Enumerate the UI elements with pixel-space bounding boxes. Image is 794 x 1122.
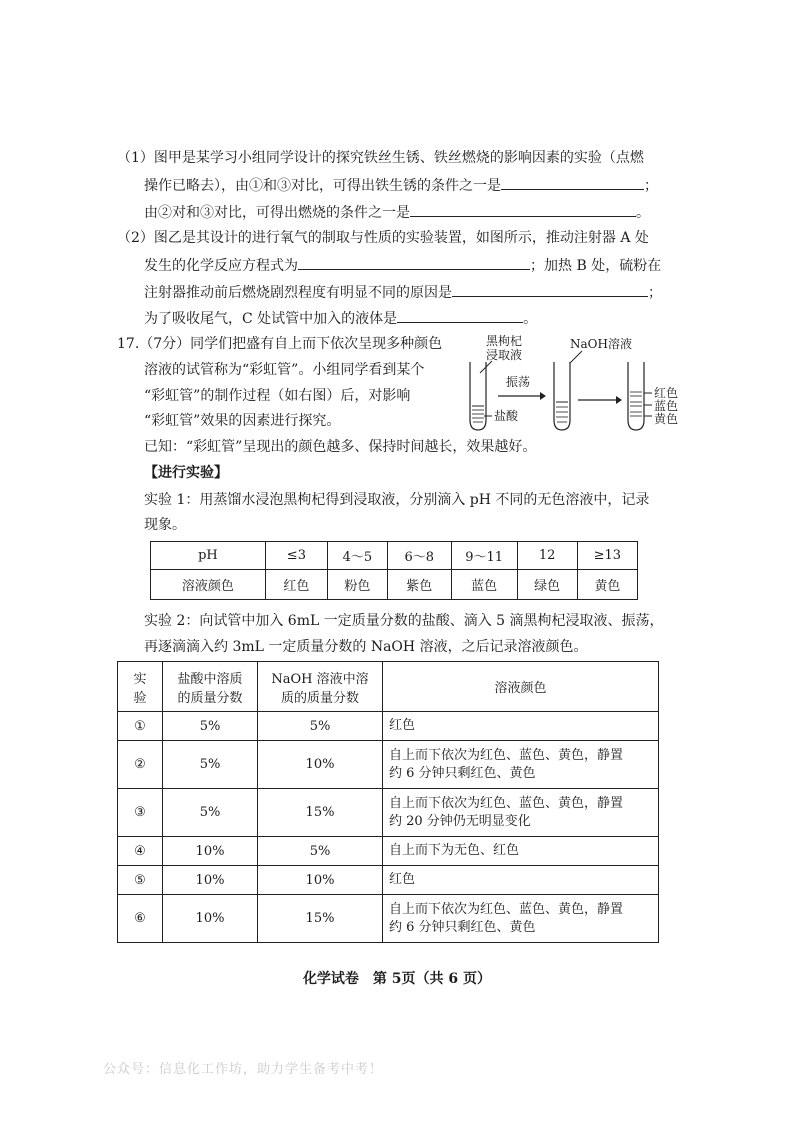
naoh-value: 10% — [258, 866, 383, 895]
hcl-value: 10% — [163, 895, 258, 943]
ph-header-cell: 6～8 — [387, 542, 451, 570]
q2-line2-text: 发生的化学反应方程式为 — [144, 258, 298, 274]
naoh-value: 15% — [258, 789, 383, 837]
header-hcl: 盐酸中溶质 的质量分数 — [163, 662, 258, 712]
hcl-value: 5% — [163, 789, 258, 837]
color-result: 自上而下依次为红色、蓝色、黄色，静置 约 20 分钟仍无明显变化 — [383, 789, 659, 837]
header-naoh: NaOH 溶液中溶 质的质量分数 — [258, 662, 383, 712]
label-shake: 振荡 — [506, 375, 531, 389]
test-tube-1 — [470, 362, 486, 430]
q2-line3-end: ； — [648, 285, 662, 301]
hcl-value: 10% — [163, 866, 258, 895]
leader-naoh — [570, 351, 582, 363]
ph-header-cell: 9～11 — [451, 542, 517, 570]
color-result: 红色 — [383, 712, 659, 741]
color-result: 自上而下为无色、红色 — [383, 837, 659, 866]
label-blue: 蓝色 — [654, 399, 679, 413]
ph-color-cell: 紫色 — [387, 570, 451, 600]
result-arrow-head — [616, 396, 622, 404]
hcl-value: 10% — [163, 837, 258, 866]
exp2-line1: 实验 2：向试管中加入 6mL 一定质量分数的盐酸、滴入 5 滴黑枸杞浸取液、振荡， — [144, 613, 664, 629]
q1-line3-text: 由②对和③对比，可得出燃烧的条件之一是 — [144, 205, 410, 221]
q2-line3-text: 注射器推动前后燃烧剧烈程度有明显不同的原因是 — [144, 285, 452, 301]
ph-color-cell: 绿色 — [517, 570, 577, 600]
naoh-value: 5% — [258, 712, 383, 741]
label-yellow: 黄色 — [654, 412, 679, 426]
ph-color-table — [150, 541, 638, 600]
q2-line4 — [144, 308, 537, 329]
exp2-line2: 再逐滴滴入约 3mL 一定质量分数的 NaOH 溶液，之后记录溶液颜色。 — [144, 639, 588, 655]
q2-line2 — [144, 255, 661, 276]
q2-line4-text: 为了吸收尾气，C 处试管中加入的液体是 — [144, 311, 398, 327]
q1-line2 — [144, 175, 658, 196]
label-extract-2: 浸取液 — [486, 348, 523, 362]
exp-no: ① — [118, 712, 163, 741]
shake-arrow-head — [540, 392, 546, 400]
experiment-header-row — [118, 662, 659, 712]
q1-line3 — [144, 202, 650, 223]
table-row — [118, 837, 659, 866]
naoh-value: 10% — [258, 741, 383, 789]
rainbow-tube-figure — [462, 330, 698, 440]
hcl-value: 5% — [163, 741, 258, 789]
answer-blank-equation[interactable] — [298, 255, 530, 270]
exp1-line1: 实验 1：用蒸馏水浸泡黑枸杞得到浸取液，分别滴入 pH 不同的无色溶液中，记录 — [144, 492, 650, 508]
answer-blank-combustion-condition[interactable] — [410, 202, 636, 217]
table-row — [118, 895, 659, 943]
q17-line4: “彩虹管”效果的因素进行探究。 — [144, 413, 341, 429]
section-heading: 【进行实验】 — [144, 465, 228, 481]
naoh-value: 5% — [258, 837, 383, 866]
ph-header-cell: 12 — [517, 542, 577, 570]
color-result: 自上而下依次为红色、蓝色、黄色，静置 约 6 分钟只剩红色、黄色 — [383, 741, 659, 789]
q17-line2: 溶液的试管称为“彩虹管”。小组同学看到某个 — [144, 362, 425, 378]
page-footer: 化学试卷 第 5页（共 6 页） — [302, 971, 492, 987]
ph-header-cell: pH — [151, 542, 266, 570]
answer-blank-reason[interactable] — [452, 282, 648, 297]
label-naoh: NaOH溶液 — [570, 337, 632, 351]
answer-blank-liquid[interactable] — [397, 308, 523, 323]
ph-color-cell: 蓝色 — [451, 570, 517, 600]
exp1-line2: 现象。 — [144, 517, 186, 533]
ph-header-cell: ≤3 — [265, 542, 327, 570]
experiment-table — [117, 661, 659, 943]
test-tube-2 — [554, 362, 570, 430]
ph-header-cell: ≥13 — [577, 542, 637, 570]
q1-line2-end: ； — [644, 178, 658, 194]
header-exp: 实 验 — [118, 662, 163, 712]
table-row — [118, 789, 659, 837]
answer-blank-rust-condition[interactable] — [501, 175, 644, 190]
color-result: 自上而下依次为红色、蓝色、黄色，静置 约 6 分钟只剩红色、黄色 — [383, 895, 659, 943]
ph-color-cell: 溶液颜色 — [151, 570, 266, 600]
q2-line1: （2）图乙是其设计的进行氧气的制取与性质的实验装置，如图所示，推动注射器 A 处 — [117, 230, 649, 246]
q17-known: 已知：“彩虹管”呈现出的颜色越多、保持时间越长，效果越好。 — [144, 439, 537, 455]
ph-color-row — [151, 570, 638, 600]
table-row — [118, 741, 659, 789]
ph-color-cell: 红色 — [265, 570, 327, 600]
naoh-value: 15% — [258, 895, 383, 943]
q2-line2-mid: ；加热 B 处，硫粉在 — [530, 258, 662, 274]
ph-color-cell: 黄色 — [577, 570, 637, 600]
q1-line1: （1）图甲是某学习小组同学设计的探究铁丝生锈、铁丝燃烧的影响因素的实验（点燃 — [117, 150, 644, 166]
ph-header-row — [151, 542, 638, 570]
table-row — [118, 866, 659, 895]
table-row — [118, 712, 659, 741]
q2-line3 — [144, 282, 662, 303]
exp-no: ③ — [118, 789, 163, 837]
header-color: 溶液颜色 — [383, 662, 659, 712]
q17-line3: “彩虹管”的制作过程（如右图）后，对影响 — [144, 388, 411, 404]
watermark: 公众号：信息化工作坊，助力学生备考中考！ — [103, 1062, 384, 1077]
q17-line1: 17.（7分）同学们把盛有自上而下依次呈现多种颜色 — [117, 336, 443, 352]
ph-color-cell: 粉色 — [327, 570, 387, 600]
exp-no: ② — [118, 741, 163, 789]
exp-no: ④ — [118, 837, 163, 866]
hcl-value: 5% — [163, 712, 258, 741]
label-acid: 盐酸 — [494, 409, 519, 423]
ph-header-cell: 4～5 — [327, 542, 387, 570]
exp-no: ⑥ — [118, 895, 163, 943]
color-result: 红色 — [383, 866, 659, 895]
q2-line4-end: 。 — [523, 311, 538, 327]
q1-line2-text: 操作已略去），由①和③对比，可得出铁生锈的条件之一是 — [144, 178, 501, 194]
label-extract-1: 黑枸杞 — [486, 334, 523, 348]
q1-line3-end: 。 — [636, 205, 650, 221]
label-red: 红色 — [654, 386, 679, 400]
exp-no: ⑤ — [118, 866, 163, 895]
